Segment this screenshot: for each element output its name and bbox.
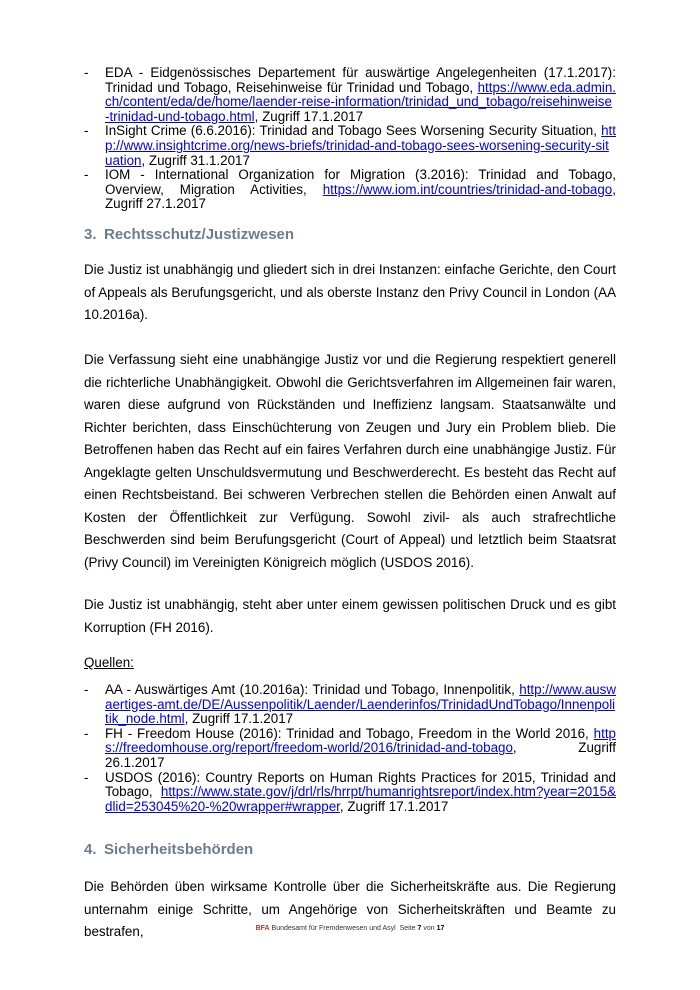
source-item: - InSight Crime (6.6.2016): Trinidad and Tobago Sees Worsening Security Situation, http://www.insightcrime.org/news-briefs/trinidad-and-tobago-sees-worsening-security-situation, Zugriff 31.1.2017: [84, 123, 616, 168]
paragraph: Die Behörden üben wirksame Kontrolle über die Sicherheitskräfte aus. Die Regierung unternahm einige Schritte, um Angehörige von Sicherheitskräften und Beamte zu bestrafen,: [84, 879, 616, 939]
source-link[interactable]: https://www.iom.int/countries/trinidad-and-tobago: [322, 181, 613, 197]
source-link[interactable]: http://www.auswaertiges-amt.de/DE/Aussenpolitik/Laender/Laenderinfos/TrinidadUndTobago/Innenpolitik_node.html: [105, 682, 616, 727]
page-total: 17: [436, 925, 445, 932]
source-link[interactable]: http://www.insightcrime.org/news-briefs/trinidad-and-tobago-sees-worsening-security-situation: [105, 123, 616, 168]
top-source-list: [84, 66, 616, 212]
source-item: - USDOS (2016): Country Reports on Human Rights Practices for 2015, Trinidad and Tobago, https://www.state.gov/j/drl/rls/hrrpt/humanrightsreport/index.htm?year=2015&dlid=253045%20-%20wrapper#wrapper, Zugriff 17.1.2017: [84, 769, 616, 814]
page-footer: BFA Bundesamt für Fremdenwesen und Asyl Seite 7 von 17: [255, 925, 445, 932]
page-number: 7: [417, 925, 422, 932]
section-heading: 3. Rechtsschutz/Justizwesen: [84, 226, 295, 243]
source-item: - IOM - International Organization for Migration (3.2016): Trinidad and Tobago, Overview, Migration Activities, https://www.iom.int/countries/trinidad-and-tobago, Zugriff 27.1.2017: [84, 167, 616, 212]
sources-label: Quellen:: [84, 655, 134, 670]
section-heading: 4. Sicherheitsbehörden: [84, 841, 254, 858]
source-link[interactable]: https://freedomhouse.org/report/freedom-world/2016/trinidad-and-tobago: [105, 725, 616, 756]
source-link[interactable]: https://www.state.gov/j/drl/rls/hrrpt/humanrightsreport/index.htm?year=2015&dlid=253045%20-%20wrapper#wrapper: [105, 784, 616, 814]
bfa-logo: BFA: [255, 925, 270, 932]
paragraph: Die Justiz ist unabhängig, steht aber unter einem gewissen politischen Druck und es gibt Korruption (FH 2016).: [84, 597, 616, 635]
source-item: - AA - Auswärtiges Amt (10.2016a): Trinidad und Tobago, Innenpolitik, http://www.auswaertiges-amt.de/DE/Aussenpolitik/Laender/Laenderinfos/TrinidadUndTobago/Innenpolitik_node.html, Zugriff 17.1.2017: [84, 682, 616, 727]
paragraph: Die Justiz ist unabhängig und gliedert sich in drei Instanzen: einfache Gerichte, den Court of Appeals als Berufungsgericht, und als oberste Instanz den Privy Council in London (AA 10.2016a).: [84, 262, 616, 322]
source-item: - FH - Freedom House (2016): Trinidad and Tobago, Freedom in the World 2016, https://freedomhouse.org/report/freedom-world/2016/trinidad-and-tobago, Zugriff 26.1.2017: [84, 725, 616, 770]
sources-list: [84, 683, 616, 814]
source-item: - EDA - Eidgenössisches Departement für auswärtige Angelegenheiten (17.1.2017): Trinidad und Tobago, Reisehinweise für Trinidad und Tobago, https://www.eda.admin.ch/content/eda/de/home/laender-reise-information/trinidad_und_tobago/reisehinweise-trinidad-und-tobago.html, Zugriff 17.1.2017: [84, 65, 616, 124]
paragraph: Die Verfassung sieht eine unabhängige Justiz vor und die Regierung respektiert generell die richterliche Unabhängigkeit. Obwohl die Gerichtsverfahren im Allgemeinen fair waren, waren diese aufgrund von Rückständen und Ineffizienz langsam. Staatsanwälte und Richter berichten, dass Einschüchterung von Zeugen und Jury ein Problem blieb. Die Betroffenen haben das Recht auf ein faires Verfahren durch eine unabhängige Justiz. Für Angeklagte gelten Unschuldsvermutung und Beschwerderecht. Es besteht das Recht auf einen Rechtsbeistand. Bei schweren Verbrechen stellen die Behörden einen Anwalt auf Kosten der Öffentlichkeit zur Verfügung. Sowohl zivil- als auch strafrechtliche Beschwerden sind beim Berufungsgericht (Court of Appeal) und letztlich beim Staatsrat (Privy Council) im Vereinigten Königreich möglich (USDOS 2016).: [84, 352, 616, 570]
source-link[interactable]: https://www.eda.admin.ch/content/eda/de/home/laender-reise-information/trinidad_und_tobago/reisehinweise-trinidad-und-tobago.html: [105, 79, 616, 124]
